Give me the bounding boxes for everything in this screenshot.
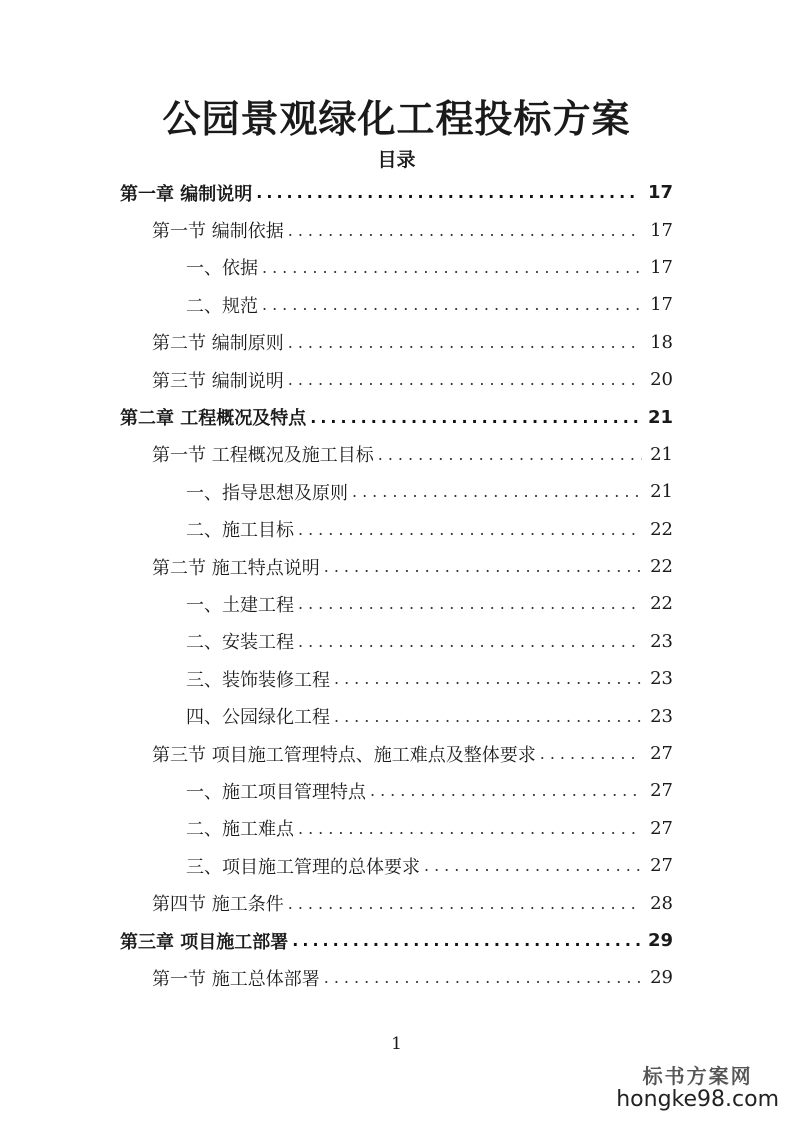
toc-entry[interactable] [120, 810, 673, 847]
toc-entry-page: 21 [650, 443, 673, 465]
toc-entry-label: 第一节 工程概况及施工目标 [152, 445, 374, 467]
toc-dot-leader [334, 707, 642, 726]
toc-entry[interactable] [120, 922, 673, 959]
toc-dot-leader [334, 669, 642, 688]
toc-entry-label: 第一节 施工总体部署 [152, 968, 320, 990]
toc-entry-label: 三、项目施工管理的总体要求 [186, 856, 420, 878]
toc-dot-leader [298, 594, 642, 613]
toc-dot-leader [370, 781, 642, 800]
toc-entry[interactable] [120, 473, 673, 510]
toc-entry-label: 第三节 项目施工管理特点、施工难点及整体要求 [152, 744, 536, 766]
toc-dot-leader [288, 370, 642, 389]
watermark-name: 标书方案网 [642, 1064, 753, 1088]
toc-dot-leader [298, 632, 642, 651]
toc-entry[interactable] [120, 884, 673, 921]
toc-entry-page: 27 [650, 855, 673, 877]
toc-entry[interactable] [120, 398, 673, 435]
toc-entry-page: 23 [650, 705, 673, 727]
toc-heading: 目录 [377, 149, 416, 171]
toc-entry-label: 一、土建工程 [186, 594, 294, 616]
toc-dot-leader [288, 894, 642, 913]
toc-entry[interactable] [120, 585, 673, 622]
toc-entry[interactable] [120, 211, 673, 248]
document-title: 公园景观绿化工程投标方案 [162, 97, 631, 141]
toc-entry-page: 29 [650, 967, 673, 989]
page-number: 1 [391, 1034, 402, 1054]
toc-entry[interactable] [120, 660, 673, 697]
toc-entry-label: 第一章 编制说明 [120, 183, 253, 205]
toc-entry-page: 23 [650, 630, 673, 652]
toc-entry-page: 17 [647, 182, 673, 204]
toc-entry-page: 23 [650, 668, 673, 690]
toc-entry-page: 22 [650, 593, 673, 615]
toc-entry-page: 27 [650, 743, 673, 765]
toc-entry[interactable] [120, 697, 673, 734]
toc-entry-page: 29 [647, 930, 673, 951]
toc-entry-label: 二、施工目标 [186, 520, 294, 542]
toc-entry-page: 22 [650, 518, 673, 540]
toc-entry-label: 一、施工项目管理特点 [186, 781, 366, 803]
toc-entry-page: 22 [650, 556, 673, 578]
toc-entry[interactable] [120, 735, 673, 772]
toc-entry[interactable] [120, 361, 673, 398]
toc-entry-label: 第二节 编制原则 [152, 333, 284, 355]
toc-dot-leader [424, 856, 642, 875]
toc-dot-leader [288, 333, 642, 352]
toc-entry[interactable] [120, 511, 673, 548]
toc-entry-label: 二、安装工程 [186, 632, 294, 654]
toc-dot-leader [540, 744, 642, 763]
toc-dot-leader [292, 931, 640, 950]
toc-entry[interactable] [120, 772, 673, 809]
toc-entry-label: 第三节 编制说明 [152, 370, 284, 392]
toc-dot-leader [378, 445, 642, 464]
table-of-contents [120, 174, 673, 997]
toc-entry[interactable] [120, 249, 673, 286]
toc-entry[interactable] [120, 286, 673, 323]
toc-entry-label: 第四节 施工条件 [152, 894, 284, 916]
toc-dot-leader [262, 295, 642, 314]
toc-entry-label: 一、依据 [186, 258, 258, 280]
toc-entry-page: 28 [650, 892, 673, 914]
toc-entry-label: 第三章 项目施工部署 [120, 931, 289, 953]
toc-entry-label: 第二章 工程概况及特点 [120, 408, 307, 430]
toc-entry-page: 17 [650, 294, 673, 316]
toc-entry-label: 第一节 编制依据 [152, 221, 284, 243]
toc-entry-page: 21 [650, 481, 673, 503]
toc-entry-page: 21 [647, 406, 673, 428]
toc-entry-label: 三、装饰装修工程 [186, 669, 330, 691]
toc-dot-leader [298, 819, 642, 838]
toc-entry[interactable] [120, 324, 673, 361]
toc-entry-page: 18 [650, 331, 673, 353]
watermark [616, 1060, 779, 1112]
toc-entry-label: 第二节 施工特点说明 [152, 557, 320, 579]
toc-entry[interactable] [120, 959, 673, 996]
toc-dot-leader [352, 482, 642, 501]
toc-entry[interactable] [120, 623, 673, 660]
toc-dot-leader [262, 258, 642, 277]
toc-entry-label: 二、施工难点 [186, 819, 294, 841]
toc-entry-page: 27 [650, 780, 673, 802]
toc-entry-label: 四、公园绿化工程 [186, 707, 330, 729]
watermark-url: hongke98.com [616, 1087, 779, 1112]
toc-dot-leader [324, 968, 642, 987]
toc-entry-page: 17 [650, 256, 673, 278]
toc-entry-page: 20 [650, 369, 673, 391]
toc-dot-leader [310, 408, 640, 427]
toc-dot-leader [324, 557, 642, 576]
toc-dot-leader [288, 221, 642, 240]
toc-entry-label: 二、规范 [186, 295, 258, 317]
toc-entry-page: 27 [650, 817, 673, 839]
toc-entry-label: 一、指导思想及原则 [186, 482, 348, 504]
toc-entry[interactable] [120, 436, 673, 473]
toc-dot-leader [256, 183, 640, 202]
toc-entry[interactable] [120, 847, 673, 884]
toc-dot-leader [298, 520, 642, 539]
toc-entry-page: 17 [650, 219, 673, 241]
toc-entry[interactable] [120, 548, 673, 585]
toc-entry[interactable] [120, 174, 673, 211]
